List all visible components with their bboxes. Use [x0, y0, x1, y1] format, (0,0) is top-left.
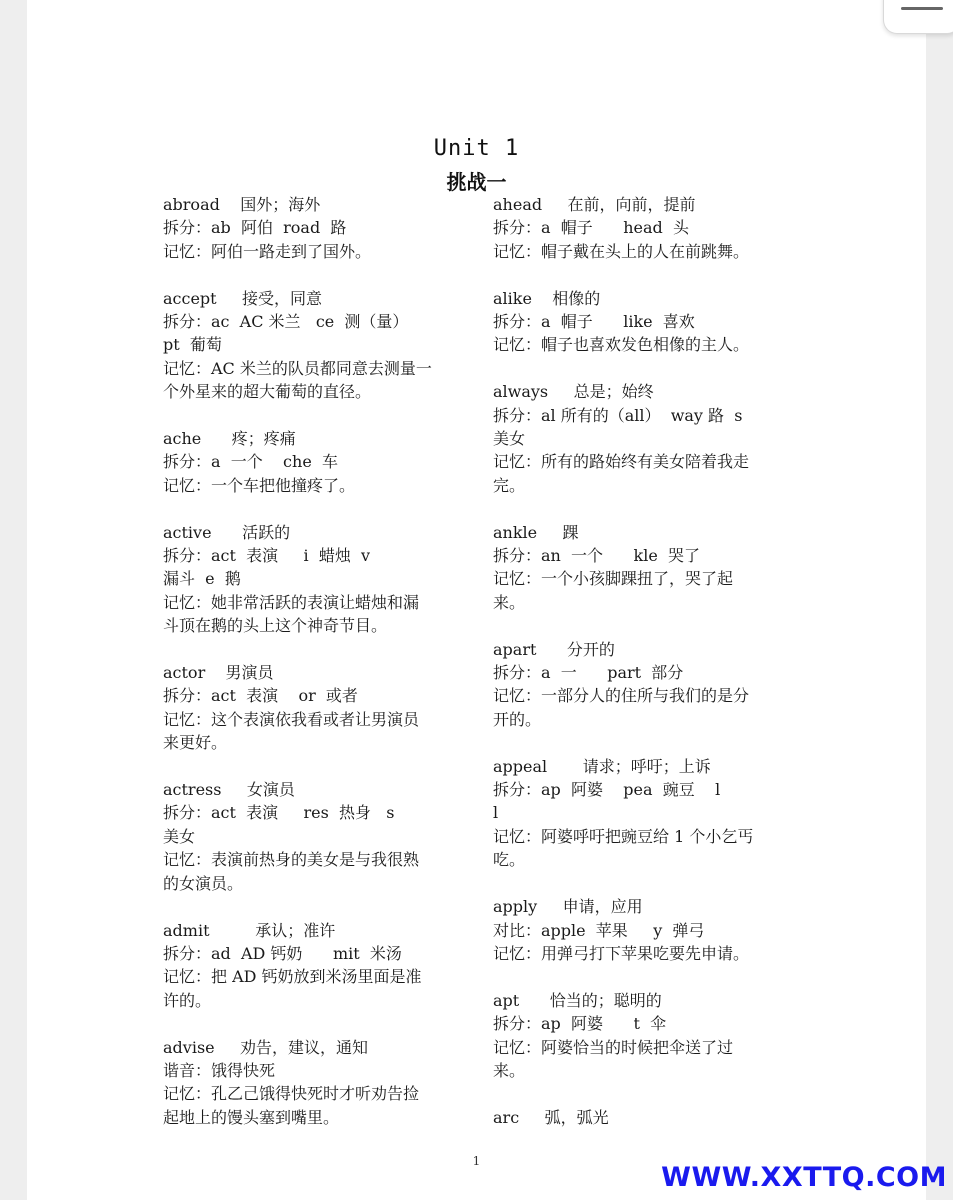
page-subtitle: 挑战一: [446, 170, 507, 194]
entry-line: pt 葡萄: [163, 335, 222, 355]
vocab-entry: [493, 1106, 793, 1129]
entry-line: 记忆：这个表演依我看或者让男演员: [163, 709, 420, 729]
vocab-entry: [493, 193, 793, 263]
entry-line: 拆分：ab 阿伯 road 路: [163, 218, 347, 238]
entry-headword: arc 弧，弧光: [493, 1107, 609, 1127]
entry-line: 记忆：她非常活跃的表演让蜡烛和漏: [163, 592, 420, 612]
entry-headword: apply 申请，应用: [493, 897, 643, 917]
entry-line: 拆分：an 一个 kle 哭了: [493, 546, 700, 566]
entry-headword: apart 分开的: [493, 639, 615, 659]
entry-headword: active 活跃的: [163, 522, 291, 542]
entry-line: 拆分：act 表演 i 蜡烛 v: [163, 546, 371, 566]
entry-line: 拆分：ap 阿婆 t 伞: [493, 1014, 667, 1034]
entry-line: 记忆：一部分人的住所与我们的是分: [493, 686, 750, 706]
left-column: [163, 193, 463, 1153]
entry-headword: actor 男演员: [163, 663, 274, 683]
entry-line: l: [493, 803, 499, 823]
entry-headword: appeal 请求；呼吁；上诉: [493, 756, 711, 776]
vocab-entry: [493, 989, 793, 1083]
vocab-entry: [163, 778, 463, 895]
watermark: WWW.XXTTQ.COM: [661, 1162, 947, 1193]
entry-headword: admit 承认；准许: [163, 920, 336, 940]
entry-line: 记忆：用弹弓打下苹果吃要先申请。: [493, 943, 750, 963]
vocab-entry: [493, 521, 793, 615]
vocab-entry: [163, 661, 463, 755]
entry-headword: ankle 踝: [493, 522, 579, 542]
entry-line: 记忆：帽子也喜欢发色相像的主人。: [493, 335, 750, 355]
entry-line: 来更好。: [163, 733, 228, 753]
vocab-entry: [163, 427, 463, 497]
entry-line: 来。: [493, 1060, 526, 1080]
entry-line: 拆分：al 所有的（all） way 路 s: [493, 405, 743, 425]
entry-headword: always 总是；始终: [493, 382, 654, 402]
vocab-entry: [493, 755, 793, 872]
entry-line: 拆分：act 表演 res 热身 s: [163, 803, 395, 823]
vocab-entry: [163, 521, 463, 638]
page-number: 1: [472, 1154, 481, 1168]
entry-line: 记忆：帽子戴在头上的人在前跳舞。: [493, 241, 750, 261]
entry-line: 记忆：孔乙己饿得快死时才听劝告捡: [163, 1084, 420, 1104]
entry-line: 拆分：a 帽子 head 头: [493, 218, 689, 238]
vocab-entry: [493, 287, 793, 357]
menu-bar-icon[interactable]: [901, 7, 943, 10]
entry-line: 记忆：所有的路始终有美女陪着我走: [493, 452, 750, 472]
entry-line: 来。: [493, 592, 526, 612]
page-title: Unit 1: [433, 136, 520, 161]
entry-line: 记忆：一个车把他撞疼了。: [163, 475, 356, 495]
entry-line: 开的。: [493, 709, 542, 729]
entry-line: 记忆：阿婆呼吁把豌豆给 1 个小乞丐: [493, 826, 754, 846]
vocab-entry: [493, 380, 793, 497]
entry-headword: advise 劝告，建议，通知: [163, 1037, 369, 1057]
entry-line: 斗顶在鹅的头上这个神奇节目。: [163, 616, 388, 636]
entry-line: 记忆：把 AD 钙奶放到米汤里面是准: [163, 967, 422, 987]
entry-line: 拆分：a 帽子 like 喜欢: [493, 312, 695, 332]
entry-headword: abroad 国外；海外: [163, 195, 321, 214]
vocab-entry: [163, 1036, 463, 1130]
entry-headword: ache 疼；疼痛: [163, 429, 296, 449]
entry-line: 记忆：AC 米兰的队员都同意去测量一: [163, 358, 432, 378]
entry-headword: actress 女演员: [163, 780, 295, 800]
entry-line: 美女: [163, 826, 196, 846]
right-column: [493, 193, 793, 1153]
entry-line: 谐音：饿得快死: [163, 1060, 276, 1080]
entry-line: 个外星来的超大葡萄的直径。: [163, 382, 372, 402]
entry-line: 拆分：act 表演 or 或者: [163, 686, 358, 706]
entry-line: 完。: [493, 475, 526, 495]
entry-line: 拆分：ac AC 米兰 ce 测（量）: [163, 312, 409, 332]
entry-line: 许的。: [163, 990, 212, 1010]
entry-headword: apt 恰当的；聪明的: [493, 990, 662, 1010]
entry-line: 拆分：a 一个 che 车: [163, 452, 338, 472]
entry-headword: ahead 在前，向前，提前: [493, 195, 696, 214]
toolbar-handle[interactable]: [883, 0, 953, 34]
entry-line: 记忆：阿伯一路走到了国外。: [163, 241, 372, 261]
entry-line: 记忆：一个小孩脚踝扭了，哭了起: [493, 569, 734, 589]
vocab-entry: [163, 287, 463, 404]
entry-line: 漏斗 e 鹅: [163, 569, 241, 589]
entry-line: 对比：apple 苹果 y 弹弓: [493, 920, 705, 940]
vocab-entry: [163, 919, 463, 1013]
vocab-entry: [493, 895, 793, 965]
entry-line: 记忆：表演前热身的美女是与我很熟: [163, 850, 420, 870]
vocab-entry: [163, 193, 463, 263]
entry-line: 记忆：阿婆恰当的时候把伞送了过: [493, 1037, 734, 1057]
vocab-entry: [493, 638, 793, 732]
entry-line: 拆分：ad AD 钙奶 mit 米汤: [163, 943, 402, 963]
entry-headword: accept 接受，同意: [163, 288, 323, 308]
entry-line: 起地上的馒头塞到嘴里。: [163, 1107, 340, 1127]
entry-line: 拆分：a 一 part 部分: [493, 663, 684, 683]
entry-headword: alike 相像的: [493, 288, 601, 308]
entry-line: 吃。: [493, 850, 526, 870]
entry-line: 美女: [493, 429, 526, 449]
entry-line: 的女演员。: [163, 873, 244, 893]
entry-line: 拆分：ap 阿婆 pea 豌豆 l: [493, 780, 721, 800]
